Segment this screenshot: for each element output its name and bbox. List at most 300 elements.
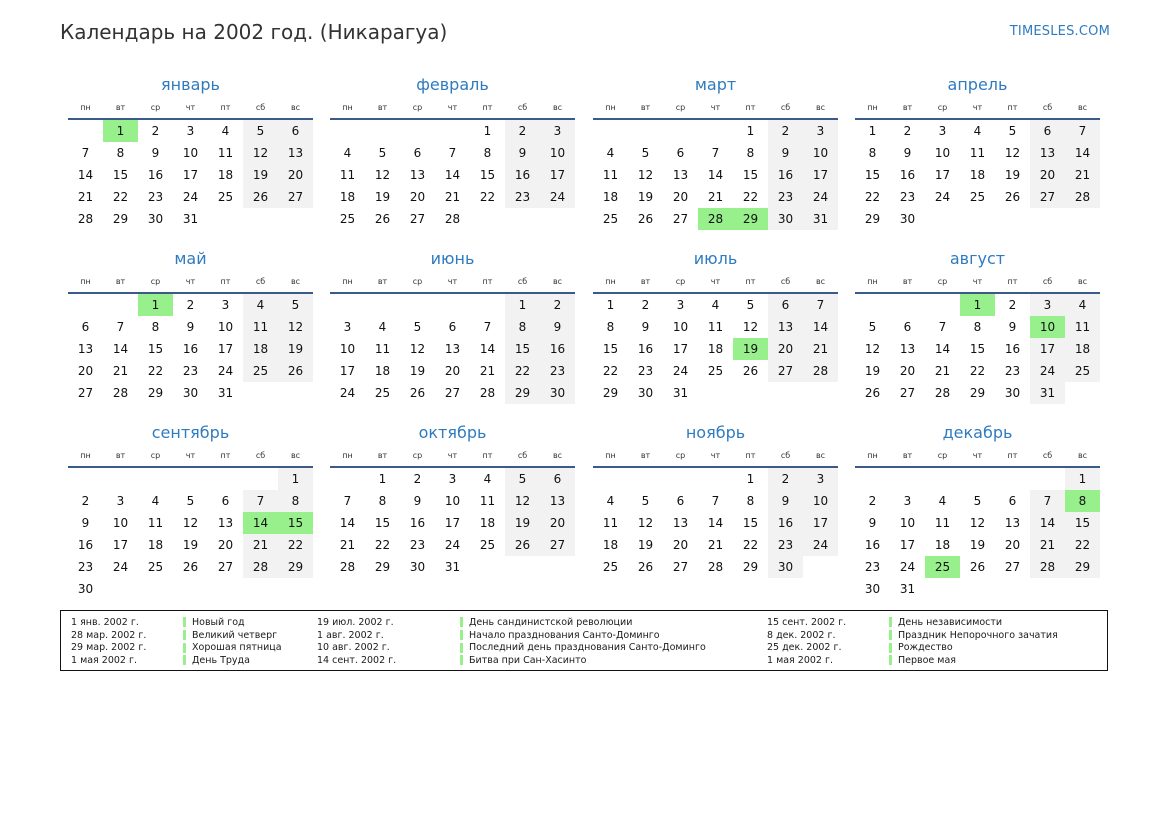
day-cell[interactable]: 28 bbox=[934, 386, 951, 400]
day-cell[interactable]: 16 bbox=[77, 538, 94, 552]
day-cell[interactable]: 31 bbox=[217, 386, 234, 400]
day-cell[interactable]: 6 bbox=[221, 494, 230, 508]
day-cell[interactable]: 24 bbox=[1030, 360, 1065, 382]
day-cell[interactable]: 11 bbox=[147, 516, 164, 530]
day-cell[interactable]: 1 bbox=[483, 124, 492, 138]
day-cell[interactable]: 8 bbox=[151, 320, 160, 334]
day-cell[interactable]: 31 bbox=[899, 582, 916, 596]
day-cell[interactable]: 26 bbox=[637, 560, 654, 574]
day-cell[interactable]: 23 bbox=[768, 534, 803, 556]
day-cell[interactable]: 12 bbox=[409, 342, 426, 356]
day-cell[interactable]: 22 bbox=[278, 534, 313, 556]
day-cell[interactable]: 24 bbox=[444, 538, 461, 552]
day-cell[interactable]: 8 bbox=[483, 146, 492, 160]
day-cell[interactable]: 7 bbox=[1065, 120, 1100, 142]
day-cell[interactable]: 25 bbox=[374, 386, 391, 400]
day-cell[interactable]: 25 bbox=[602, 560, 619, 574]
day-cell[interactable]: 22 bbox=[602, 364, 619, 378]
day-cell[interactable]: 22 bbox=[969, 364, 986, 378]
day-cell[interactable]: 21 bbox=[934, 364, 951, 378]
day-cell[interactable]: 25 bbox=[217, 190, 234, 204]
day-cell[interactable]: 29 bbox=[969, 386, 986, 400]
day-cell[interactable]: 27 bbox=[672, 212, 689, 226]
day-cell[interactable]: 29 bbox=[147, 386, 164, 400]
day-cell[interactable]: 17 bbox=[217, 342, 234, 356]
day-cell[interactable]: 6 bbox=[768, 294, 803, 316]
day-cell[interactable]: 19 bbox=[243, 164, 278, 186]
day-cell[interactable]: 17 bbox=[803, 512, 838, 534]
day-cell[interactable]: 6 bbox=[413, 146, 422, 160]
day-cell[interactable]: 8 bbox=[1065, 490, 1100, 512]
day-cell[interactable]: 18 bbox=[479, 516, 496, 530]
day-cell[interactable]: 11 bbox=[479, 494, 496, 508]
day-cell[interactable]: 15 bbox=[1065, 512, 1100, 534]
day-cell[interactable]: 14 bbox=[934, 342, 951, 356]
day-cell[interactable]: 29 bbox=[505, 382, 540, 404]
day-cell[interactable]: 19 bbox=[278, 338, 313, 360]
day-cell[interactable]: 16 bbox=[899, 168, 916, 182]
day-cell[interactable]: 8 bbox=[606, 320, 615, 334]
day-cell[interactable]: 21 bbox=[77, 190, 94, 204]
day-cell[interactable]: 19 bbox=[182, 538, 199, 552]
day-cell[interactable]: 12 bbox=[969, 516, 986, 530]
day-cell[interactable]: 30 bbox=[409, 560, 426, 574]
day-cell[interactable]: 7 bbox=[803, 294, 838, 316]
day-cell[interactable]: 3 bbox=[343, 320, 352, 334]
day-cell[interactable]: 18 bbox=[339, 190, 356, 204]
day-cell[interactable]: 10 bbox=[444, 494, 461, 508]
day-cell[interactable]: 5 bbox=[641, 146, 650, 160]
day-cell[interactable]: 22 bbox=[374, 538, 391, 552]
day-cell[interactable]: 9 bbox=[903, 146, 912, 160]
day-cell[interactable]: 10 bbox=[112, 516, 129, 530]
day-cell[interactable]: 15 bbox=[505, 338, 540, 360]
day-cell[interactable]: 13 bbox=[278, 142, 313, 164]
day-cell[interactable]: 18 bbox=[243, 338, 278, 360]
day-cell[interactable]: 3 bbox=[803, 468, 838, 490]
day-cell[interactable]: 28 bbox=[243, 556, 278, 578]
day-cell[interactable]: 23 bbox=[768, 186, 803, 208]
day-cell[interactable]: 10 bbox=[182, 146, 199, 160]
day-cell[interactable]: 1 bbox=[746, 472, 755, 486]
day-cell[interactable]: 30 bbox=[864, 582, 881, 596]
day-cell[interactable]: 3 bbox=[803, 120, 838, 142]
day-cell[interactable]: 12 bbox=[864, 342, 881, 356]
day-cell[interactable]: 26 bbox=[864, 386, 881, 400]
day-cell[interactable]: 15 bbox=[374, 516, 391, 530]
day-cell[interactable]: 9 bbox=[81, 516, 90, 530]
day-cell[interactable]: 15 bbox=[742, 516, 759, 530]
day-cell[interactable]: 7 bbox=[243, 490, 278, 512]
day-cell[interactable]: 30 bbox=[637, 386, 654, 400]
day-cell[interactable]: 23 bbox=[505, 186, 540, 208]
day-cell[interactable]: 19 bbox=[637, 190, 654, 204]
day-cell[interactable]: 22 bbox=[112, 190, 129, 204]
day-cell[interactable]: 29 bbox=[1065, 556, 1100, 578]
day-cell[interactable]: 18 bbox=[602, 190, 619, 204]
day-cell[interactable]: 21 bbox=[1030, 534, 1065, 556]
day-cell[interactable]: 6 bbox=[1008, 494, 1017, 508]
day-cell[interactable]: 27 bbox=[217, 560, 234, 574]
day-cell[interactable]: 23 bbox=[540, 360, 575, 382]
day-cell[interactable]: 8 bbox=[505, 316, 540, 338]
day-cell[interactable]: 17 bbox=[672, 342, 689, 356]
day-cell[interactable]: 4 bbox=[606, 494, 615, 508]
day-cell[interactable]: 5 bbox=[243, 120, 278, 142]
day-cell[interactable]: 23 bbox=[147, 190, 164, 204]
day-cell[interactable]: 23 bbox=[637, 364, 654, 378]
day-cell[interactable]: 27 bbox=[540, 534, 575, 556]
day-cell[interactable]: 11 bbox=[602, 516, 619, 530]
day-cell[interactable]: 29 bbox=[278, 556, 313, 578]
day-cell[interactable]: 17 bbox=[444, 516, 461, 530]
day-cell[interactable]: 16 bbox=[768, 164, 803, 186]
day-cell[interactable]: 21 bbox=[707, 538, 724, 552]
day-cell[interactable]: 7 bbox=[448, 146, 457, 160]
day-cell[interactable]: 10 bbox=[1030, 316, 1065, 338]
day-cell[interactable]: 5 bbox=[186, 494, 195, 508]
day-cell[interactable]: 14 bbox=[339, 516, 356, 530]
day-cell[interactable]: 16 bbox=[768, 512, 803, 534]
day-cell[interactable]: 3 bbox=[540, 120, 575, 142]
day-cell[interactable]: 9 bbox=[540, 316, 575, 338]
day-cell[interactable]: 21 bbox=[339, 538, 356, 552]
day-cell[interactable]: 26 bbox=[637, 212, 654, 226]
day-cell[interactable]: 9 bbox=[151, 146, 160, 160]
day-cell[interactable]: 9 bbox=[413, 494, 422, 508]
day-cell[interactable]: 12 bbox=[742, 320, 759, 334]
day-cell[interactable]: 18 bbox=[707, 342, 724, 356]
day-cell[interactable]: 5 bbox=[378, 146, 387, 160]
day-cell[interactable]: 2 bbox=[868, 494, 877, 508]
day-cell[interactable]: 5 bbox=[746, 298, 755, 312]
day-cell[interactable]: 17 bbox=[934, 168, 951, 182]
day-cell[interactable]: 11 bbox=[217, 146, 234, 160]
day-cell[interactable]: 16 bbox=[505, 164, 540, 186]
day-cell[interactable]: 4 bbox=[483, 472, 492, 486]
day-cell[interactable]: 30 bbox=[77, 582, 94, 596]
day-cell[interactable]: 9 bbox=[768, 142, 803, 164]
day-cell[interactable]: 2 bbox=[768, 120, 803, 142]
day-cell[interactable]: 14 bbox=[707, 516, 724, 530]
day-cell[interactable]: 22 bbox=[147, 364, 164, 378]
day-cell[interactable]: 5 bbox=[278, 294, 313, 316]
day-cell[interactable]: 23 bbox=[864, 560, 881, 574]
day-cell[interactable]: 30 bbox=[182, 386, 199, 400]
day-cell[interactable]: 11 bbox=[602, 168, 619, 182]
day-cell[interactable]: 10 bbox=[803, 142, 838, 164]
day-cell[interactable]: 15 bbox=[602, 342, 619, 356]
day-cell[interactable]: 13 bbox=[444, 342, 461, 356]
day-cell[interactable]: 27 bbox=[672, 560, 689, 574]
day-cell[interactable]: 31 bbox=[182, 212, 199, 226]
day-cell[interactable]: 29 bbox=[112, 212, 129, 226]
day-cell[interactable]: 4 bbox=[711, 298, 720, 312]
day-cell[interactable]: 1 bbox=[868, 124, 877, 138]
day-cell[interactable]: 10 bbox=[672, 320, 689, 334]
day-cell[interactable]: 10 bbox=[217, 320, 234, 334]
day-cell[interactable]: 28 bbox=[77, 212, 94, 226]
day-cell[interactable]: 19 bbox=[505, 512, 540, 534]
day-cell[interactable]: 13 bbox=[672, 168, 689, 182]
day-cell[interactable]: 25 bbox=[707, 364, 724, 378]
day-cell[interactable]: 17 bbox=[803, 164, 838, 186]
day-cell[interactable]: 5 bbox=[1008, 124, 1017, 138]
day-cell[interactable]: 17 bbox=[339, 364, 356, 378]
day-cell[interactable]: 21 bbox=[803, 338, 838, 360]
day-cell[interactable]: 29 bbox=[602, 386, 619, 400]
day-cell[interactable]: 13 bbox=[899, 342, 916, 356]
day-cell[interactable]: 23 bbox=[899, 190, 916, 204]
day-cell[interactable]: 5 bbox=[505, 468, 540, 490]
day-cell[interactable]: 30 bbox=[768, 208, 803, 230]
day-cell[interactable]: 20 bbox=[77, 364, 94, 378]
day-cell[interactable]: 15 bbox=[479, 168, 496, 182]
day-cell[interactable]: 3 bbox=[186, 124, 195, 138]
day-cell[interactable]: 27 bbox=[444, 386, 461, 400]
day-cell[interactable]: 22 bbox=[742, 190, 759, 204]
day-cell[interactable]: 2 bbox=[1008, 298, 1017, 312]
day-cell[interactable]: 18 bbox=[147, 538, 164, 552]
day-cell[interactable]: 30 bbox=[768, 556, 803, 578]
day-cell[interactable]: 18 bbox=[934, 538, 951, 552]
day-cell[interactable]: 24 bbox=[803, 534, 838, 556]
day-cell[interactable]: 25 bbox=[969, 190, 986, 204]
day-cell[interactable]: 1 bbox=[278, 468, 313, 490]
day-cell[interactable]: 18 bbox=[374, 364, 391, 378]
day-cell[interactable]: 12 bbox=[637, 168, 654, 182]
day-cell[interactable]: 4 bbox=[151, 494, 160, 508]
day-cell[interactable]: 1 bbox=[138, 294, 173, 316]
day-cell[interactable]: 18 bbox=[969, 168, 986, 182]
day-cell[interactable]: 21 bbox=[479, 364, 496, 378]
day-cell[interactable]: 2 bbox=[903, 124, 912, 138]
day-cell[interactable]: 7 bbox=[711, 494, 720, 508]
day-cell[interactable]: 24 bbox=[672, 364, 689, 378]
day-cell[interactable]: 6 bbox=[1030, 120, 1065, 142]
day-cell[interactable]: 17 bbox=[899, 538, 916, 552]
day-cell[interactable]: 27 bbox=[409, 212, 426, 226]
day-cell[interactable]: 10 bbox=[899, 516, 916, 530]
day-cell[interactable]: 26 bbox=[409, 386, 426, 400]
day-cell[interactable]: 24 bbox=[540, 186, 575, 208]
day-cell[interactable]: 3 bbox=[448, 472, 457, 486]
day-cell[interactable]: 13 bbox=[672, 516, 689, 530]
day-cell[interactable]: 7 bbox=[938, 320, 947, 334]
day-cell[interactable]: 3 bbox=[676, 298, 685, 312]
day-cell[interactable]: 20 bbox=[672, 190, 689, 204]
day-cell[interactable]: 8 bbox=[378, 494, 387, 508]
day-cell[interactable]: 16 bbox=[182, 342, 199, 356]
day-cell[interactable]: 9 bbox=[768, 490, 803, 512]
day-cell[interactable]: 20 bbox=[1004, 538, 1021, 552]
day-cell[interactable]: 27 bbox=[1004, 560, 1021, 574]
day-cell[interactable]: 28 bbox=[339, 560, 356, 574]
day-cell[interactable]: 11 bbox=[339, 168, 356, 182]
day-cell[interactable]: 2 bbox=[641, 298, 650, 312]
day-cell[interactable]: 30 bbox=[899, 212, 916, 226]
day-cell[interactable]: 8 bbox=[868, 146, 877, 160]
day-cell[interactable]: 24 bbox=[112, 560, 129, 574]
day-cell[interactable]: 19 bbox=[1004, 168, 1021, 182]
day-cell[interactable]: 31 bbox=[803, 208, 838, 230]
day-cell[interactable]: 27 bbox=[77, 386, 94, 400]
day-cell[interactable]: 4 bbox=[1065, 294, 1100, 316]
day-cell[interactable]: 1 bbox=[505, 294, 540, 316]
day-cell[interactable]: 25 bbox=[602, 212, 619, 226]
day-cell[interactable]: 12 bbox=[278, 316, 313, 338]
day-cell[interactable]: 7 bbox=[483, 320, 492, 334]
day-cell[interactable]: 2 bbox=[540, 294, 575, 316]
day-cell[interactable]: 13 bbox=[77, 342, 94, 356]
day-cell[interactable]: 24 bbox=[803, 186, 838, 208]
day-cell[interactable]: 24 bbox=[217, 364, 234, 378]
day-cell[interactable]: 15 bbox=[742, 168, 759, 182]
day-cell[interactable]: 12 bbox=[182, 516, 199, 530]
day-cell[interactable]: 8 bbox=[746, 494, 755, 508]
day-cell[interactable]: 8 bbox=[973, 320, 982, 334]
day-cell[interactable]: 5 bbox=[973, 494, 982, 508]
day-cell[interactable]: 22 bbox=[479, 190, 496, 204]
day-cell[interactable]: 4 bbox=[973, 124, 982, 138]
day-cell[interactable]: 25 bbox=[243, 360, 278, 382]
day-cell[interactable]: 14 bbox=[444, 168, 461, 182]
day-cell[interactable]: 26 bbox=[243, 186, 278, 208]
day-cell[interactable]: 31 bbox=[672, 386, 689, 400]
day-cell[interactable]: 13 bbox=[409, 168, 426, 182]
day-cell[interactable]: 8 bbox=[278, 490, 313, 512]
day-cell[interactable]: 2 bbox=[186, 298, 195, 312]
day-cell[interactable]: 9 bbox=[505, 142, 540, 164]
day-cell[interactable]: 22 bbox=[1065, 534, 1100, 556]
day-cell[interactable]: 27 bbox=[1030, 186, 1065, 208]
day-cell[interactable]: 23 bbox=[182, 364, 199, 378]
day-cell[interactable]: 16 bbox=[1004, 342, 1021, 356]
day-cell[interactable]: 15 bbox=[864, 168, 881, 182]
day-cell[interactable]: 20 bbox=[278, 164, 313, 186]
day-cell[interactable]: 30 bbox=[540, 382, 575, 404]
day-cell[interactable]: 14 bbox=[112, 342, 129, 356]
day-cell[interactable]: 19 bbox=[733, 338, 768, 360]
day-cell[interactable]: 18 bbox=[1065, 338, 1100, 360]
day-cell[interactable]: 28 bbox=[1030, 556, 1065, 578]
day-cell[interactable]: 22 bbox=[864, 190, 881, 204]
day-cell[interactable]: 24 bbox=[934, 190, 951, 204]
day-cell[interactable]: 20 bbox=[409, 190, 426, 204]
day-cell[interactable]: 20 bbox=[444, 364, 461, 378]
day-cell[interactable]: 21 bbox=[243, 534, 278, 556]
day-cell[interactable]: 14 bbox=[1030, 512, 1065, 534]
day-cell[interactable]: 23 bbox=[77, 560, 94, 574]
day-cell[interactable]: 1 bbox=[606, 298, 615, 312]
day-cell[interactable]: 21 bbox=[112, 364, 129, 378]
day-cell[interactable]: 3 bbox=[221, 298, 230, 312]
day-cell[interactable]: 29 bbox=[733, 208, 768, 230]
day-cell[interactable]: 30 bbox=[147, 212, 164, 226]
day-cell[interactable]: 21 bbox=[1065, 164, 1100, 186]
day-cell[interactable]: 14 bbox=[707, 168, 724, 182]
day-cell[interactable]: 6 bbox=[540, 468, 575, 490]
day-cell[interactable]: 10 bbox=[339, 342, 356, 356]
day-cell[interactable]: 27 bbox=[768, 360, 803, 382]
day-cell[interactable]: 17 bbox=[182, 168, 199, 182]
day-cell[interactable]: 2 bbox=[151, 124, 160, 138]
day-cell[interactable]: 11 bbox=[969, 146, 986, 160]
day-cell[interactable]: 28 bbox=[112, 386, 129, 400]
day-cell[interactable]: 2 bbox=[81, 494, 90, 508]
day-cell[interactable]: 14 bbox=[1065, 142, 1100, 164]
day-cell[interactable]: 4 bbox=[221, 124, 230, 138]
day-cell[interactable]: 1 bbox=[960, 294, 995, 316]
day-cell[interactable]: 19 bbox=[374, 190, 391, 204]
day-cell[interactable]: 26 bbox=[969, 560, 986, 574]
brand-link[interactable]: TIMESLES.COM bbox=[1009, 24, 1110, 39]
day-cell[interactable]: 16 bbox=[540, 338, 575, 360]
day-cell[interactable]: 8 bbox=[116, 146, 125, 160]
day-cell[interactable]: 28 bbox=[479, 386, 496, 400]
day-cell[interactable]: 30 bbox=[1004, 386, 1021, 400]
day-cell[interactable]: 5 bbox=[641, 494, 650, 508]
day-cell[interactable]: 1 bbox=[378, 472, 387, 486]
day-cell[interactable]: 4 bbox=[938, 494, 947, 508]
day-cell[interactable]: 12 bbox=[1004, 146, 1021, 160]
day-cell[interactable]: 26 bbox=[278, 360, 313, 382]
day-cell[interactable]: 18 bbox=[602, 538, 619, 552]
day-cell[interactable]: 3 bbox=[1030, 294, 1065, 316]
day-cell[interactable]: 28 bbox=[803, 360, 838, 382]
day-cell[interactable]: 20 bbox=[899, 364, 916, 378]
day-cell[interactable]: 11 bbox=[707, 320, 724, 334]
day-cell[interactable]: 16 bbox=[637, 342, 654, 356]
day-cell[interactable]: 11 bbox=[934, 516, 951, 530]
day-cell[interactable]: 13 bbox=[540, 490, 575, 512]
day-cell[interactable]: 29 bbox=[742, 560, 759, 574]
day-cell[interactable]: 2 bbox=[768, 468, 803, 490]
day-cell[interactable]: 24 bbox=[899, 560, 916, 574]
day-cell[interactable]: 25 bbox=[479, 538, 496, 552]
day-cell[interactable]: 28 bbox=[698, 208, 733, 230]
day-cell[interactable]: 7 bbox=[1030, 490, 1065, 512]
day-cell[interactable]: 1 bbox=[746, 124, 755, 138]
day-cell[interactable]: 9 bbox=[641, 320, 650, 334]
day-cell[interactable]: 7 bbox=[81, 146, 90, 160]
day-cell[interactable]: 7 bbox=[343, 494, 352, 508]
day-cell[interactable]: 17 bbox=[112, 538, 129, 552]
day-cell[interactable]: 19 bbox=[637, 538, 654, 552]
day-cell[interactable]: 20 bbox=[217, 538, 234, 552]
day-cell[interactable]: 20 bbox=[540, 512, 575, 534]
day-cell[interactable]: 9 bbox=[868, 516, 877, 530]
day-cell[interactable]: 26 bbox=[182, 560, 199, 574]
day-cell[interactable]: 10 bbox=[540, 142, 575, 164]
day-cell[interactable]: 27 bbox=[899, 386, 916, 400]
day-cell[interactable]: 13 bbox=[217, 516, 234, 530]
day-cell[interactable]: 14 bbox=[479, 342, 496, 356]
day-cell[interactable]: 4 bbox=[343, 146, 352, 160]
day-cell[interactable]: 6 bbox=[676, 494, 685, 508]
day-cell[interactable]: 22 bbox=[742, 538, 759, 552]
day-cell[interactable]: 3 bbox=[116, 494, 125, 508]
day-cell[interactable]: 31 bbox=[1030, 382, 1065, 404]
day-cell[interactable]: 9 bbox=[1008, 320, 1017, 334]
day-cell[interactable]: 26 bbox=[374, 212, 391, 226]
day-cell[interactable]: 11 bbox=[243, 316, 278, 338]
day-cell[interactable]: 17 bbox=[540, 164, 575, 186]
day-cell[interactable]: 24 bbox=[182, 190, 199, 204]
day-cell[interactable]: 15 bbox=[278, 512, 313, 534]
day-cell[interactable]: 4 bbox=[606, 146, 615, 160]
day-cell[interactable]: 6 bbox=[278, 120, 313, 142]
